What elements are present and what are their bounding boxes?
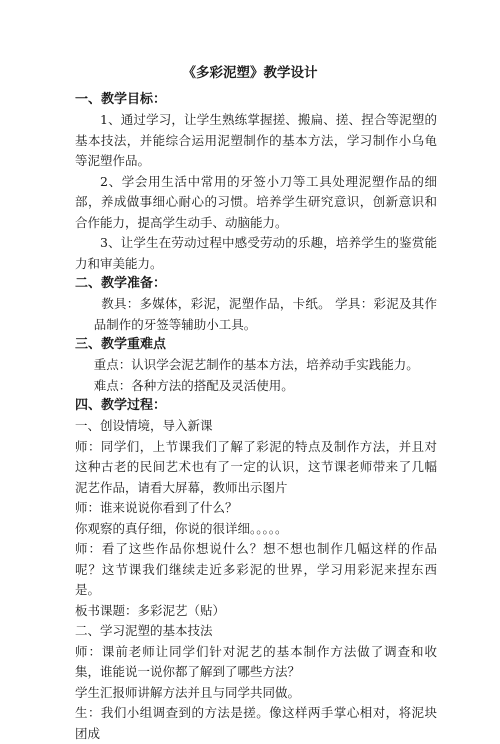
process-line: 师：看了这些作品你想说什么？想不想也制作几幅这样的作品呢？这节课我们继续走近多彩泥的世界，学习用彩泥来捏东西是。 bbox=[75, 541, 437, 597]
process-line: 生：我们小组调查到的方法是搓。像这样两手掌心相对，将泥块团成 bbox=[75, 705, 437, 741]
objective-paragraph-1: 1、通过学习，让学生熟练掌握搓、搬扁、搓、捏合等泥塑的基本技法，并能综合运用泥塑制作的基本方法，学习制作小乌龟等泥塑作品。 bbox=[75, 112, 437, 168]
section-heading-key-points: 三、教学重难点 bbox=[75, 337, 167, 352]
process-line: 师：课前老师让同学们针对泥艺的基本制作方法做了调查和收集，谁能说一说你都了解到了哪些方法？ bbox=[75, 643, 437, 679]
section-heading-objectives: 一、教学目标： bbox=[75, 92, 167, 107]
preparation-paragraph: 教具：多媒体，彩泥，泥塑作品，卡纸。 学具：彩泥及其作品制作的牙签等辅助小工具。 bbox=[93, 296, 437, 332]
section-heading-process: 四、教学过程： bbox=[75, 398, 167, 413]
process-line: 学生汇报师讲解方法并且与同学共同做。 bbox=[75, 684, 301, 700]
process-line: 师：同学们，上节课我们了解了彩泥的特点及制作方法，并且对这种古老的民间艺术也有了一定的认识，这节课老师带来了几幅泥艺作品，请看大屏幕，教师出示图片 bbox=[75, 438, 437, 495]
objective-paragraph-3: 3、让学生在劳动过程中感受劳动的乐趣，培养学生的鉴赏能力和审美能力。 bbox=[75, 235, 437, 271]
process-line: 二、学习泥塑的基本技法 bbox=[75, 623, 213, 638]
process-line: 你观察的真仔细，你说的很详细。。。。。 bbox=[75, 520, 288, 536]
section-heading-preparation: 二、教学准备： bbox=[75, 276, 167, 291]
document-title: 《多彩泥塑》教学设计 bbox=[182, 65, 318, 81]
key-point-paragraph: 重点：认识学会泥艺制作的基本方法，培养动手实践能力。 bbox=[93, 357, 419, 372]
document-body bbox=[75, 90, 437, 744]
process-line: 板书课题：多彩泥艺（贴） bbox=[75, 602, 226, 618]
difficulty-paragraph: 难点：各种方法的搭配及灵活使用。 bbox=[93, 377, 294, 393]
process-line: 师：谁来说说你看到了什么？ bbox=[75, 500, 238, 515]
process-line: 一、创设情境，导入新课 bbox=[75, 418, 213, 433]
objective-paragraph-2: 2、学会用生活中常用的牙签小刀等工具处理泥塑作品的细部，养成做事细心耐心的习惯。培养学生研究意识，创新意识和合作能力，提高学生动手、动脑能力。 bbox=[75, 173, 437, 230]
